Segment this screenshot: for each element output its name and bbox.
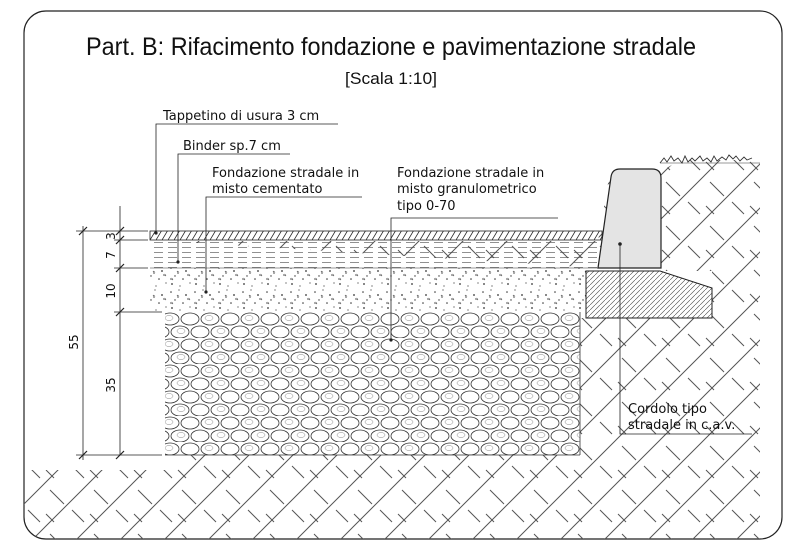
scale-label: [Scala 1:10] <box>345 69 437 88</box>
layer-usura <box>150 231 602 240</box>
layer-binder <box>150 240 600 268</box>
label-cordolo-1: Cordolo tipo <box>628 402 707 417</box>
label-cementato-1: Fondazione stradale in <box>212 166 360 181</box>
dim-granulometrico: 35 <box>104 377 118 393</box>
label-cordolo-2: stradale in c.a.v. <box>628 418 736 433</box>
page-title: Part. B: Rifacimento fondazione e pavimentazione stradale <box>86 33 696 61</box>
label-tappetino: Tappetino di usura 3 cm <box>163 109 320 124</box>
label-granulometrico-2: misto granulometrico <box>397 182 537 197</box>
dim-binder: 7 <box>104 251 118 259</box>
label-granulometrico-3: tipo 0-70 <box>397 199 456 214</box>
label-binder: Binder sp.7 cm <box>183 139 281 154</box>
label-granulometrico-1: Fondazione stradale in <box>397 166 545 181</box>
dim-totale: 55 <box>67 334 81 350</box>
layer-cementato <box>150 268 586 312</box>
label-cementato-2: misto cementato <box>212 182 323 197</box>
layer-granulometrico <box>165 312 580 455</box>
dim-cementato: 10 <box>104 283 118 299</box>
dim-usura: 3 <box>104 232 118 240</box>
